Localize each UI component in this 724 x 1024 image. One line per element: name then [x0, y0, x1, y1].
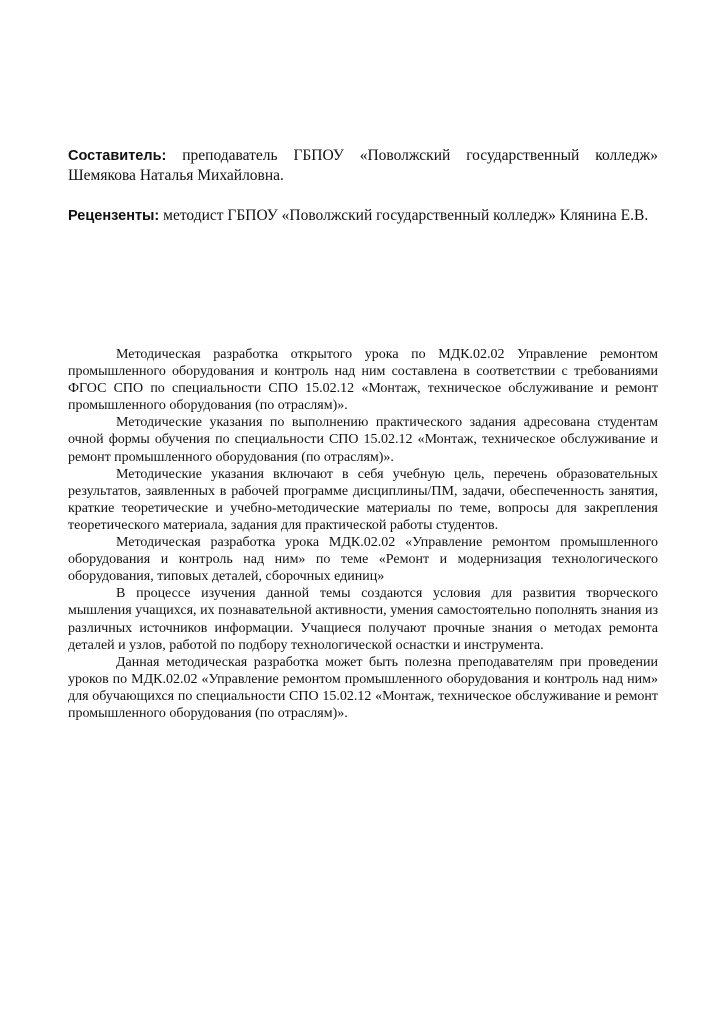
paragraph: Методические указания включают в себя учебную цель, перечень образовательных результатов, заявленных в рабочей программе дисциплины/ПМ, задачи, обеспеченность занятия, краткие теоретические и учебно-методические материалы по теме, вопросы для закрепления теоретического материала, задания для практической работы студентов. — [68, 466, 658, 533]
reviewers-text: методист ГБПОУ «Поволжский государственный колледж» Клянина Е.В. — [159, 207, 649, 224]
paragraph: Методическая разработка урока МДК.02.02 «Управление ремонтом промышленного оборудования и контроль над ним» по теме «Ремонт и модернизация технологического оборудования, типовых деталей, сборочных единиц» — [68, 535, 658, 585]
paragraph: Данная методическая разработка может быть полезна преподавателям при проведении уроков по МДК.02.02 «Управление ремонтом промышленного оборудования и контроль над ним» для обучающихся по специальности СПО 15.02.12 «Монтаж, техническое обслуживание и ремонт промышленного оборудования (по отраслям)». — [68, 654, 658, 721]
compiler-text: преподаватель ГБПОУ «Поволжский государственный колледж» Шемякова Наталья Михайловна. — [68, 147, 658, 184]
paragraph: Методические указания по выполнению практического задания адресована студентам очной формы обучения по специальности СПО 15.02.12 «Монтаж, техническое обслуживание и ремонт промышленного оборудования (по отраслям)». — [68, 415, 658, 465]
compiler-block — [68, 146, 658, 186]
paragraph: Методическая разработка открытого урока по МДК.02.02 Управление ремонтом промышленного оборудования и контроль над ним составлена в соответствии с требованиями ФГОС СПО по специальности СПО 15.02.12 «Монтаж, техническое обслуживание и ремонт промышленного оборудования (по отраслям)». — [68, 347, 658, 414]
annotation-text — [68, 346, 658, 722]
reviewers-label: Рецензенты: — [68, 208, 160, 224]
paragraph: В процессе изучения данной темы создаются условия для развития творческого мышления учащихся, их познавательной активности, умения самостоятельно пополнять знания из различных источников информации. Учащиеся получают прочные знания о методах ремонта деталей и узлов, работой по подбору технологической оснастки и инструмента. — [68, 586, 658, 653]
reviewers-block — [68, 206, 658, 226]
compiler-label: Составитель: — [68, 148, 167, 164]
